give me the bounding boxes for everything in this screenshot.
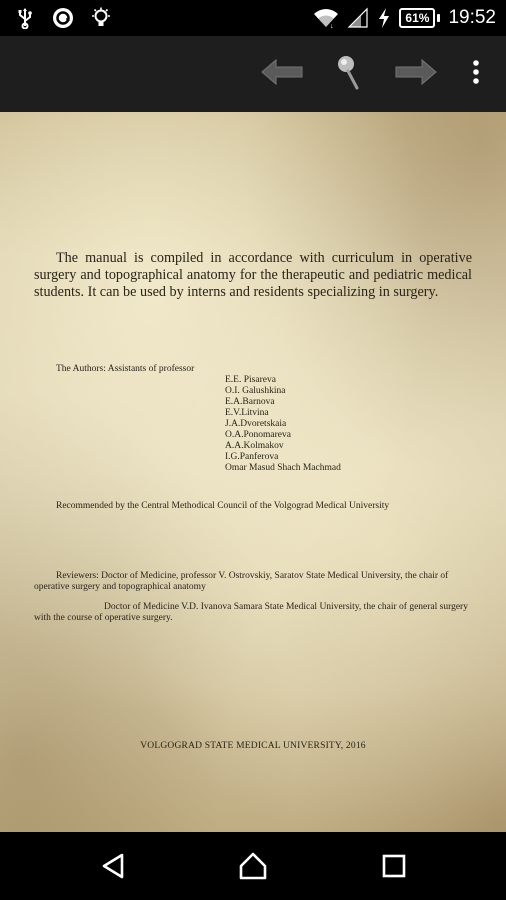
authors-list [225, 375, 341, 474]
reviewer-text: Doctor of Medicine V.D. Ivanova Samara State Medical University, the chair of general surgery with the course of operative surgery. [34, 602, 468, 623]
document-page[interactable] [0, 112, 506, 832]
intro-text: The manual is compiled in accordance with curriculum in operative surgery and topographical anatomy for the therapeutic and pediatric medical students. It can be used by interns and residents specializing in surgery. [34, 250, 472, 300]
reader-toolbar [0, 36, 506, 112]
author-name: J.A.Dvoretskaia [225, 419, 287, 429]
author-name: O.A.Ponomareva [225, 430, 291, 440]
author-name: I.G.Panferova [225, 452, 279, 462]
charging-icon [377, 7, 391, 29]
reviewers-block [34, 571, 474, 624]
previous-button[interactable] [258, 52, 306, 96]
author-name: E.V.Litvina [225, 408, 269, 418]
usb-icon [14, 7, 36, 29]
wifi-icon [313, 7, 339, 29]
battery-tip [437, 14, 440, 22]
nav-recents-icon [378, 869, 410, 886]
goto-page-button[interactable] [330, 52, 366, 96]
nav-home-button[interactable] [237, 850, 269, 882]
battery-percent: 61% [399, 8, 435, 28]
nav-recents-button[interactable] [378, 850, 410, 882]
author-name: Omar Masud Shach Machmad [225, 463, 341, 473]
nav-back-icon [98, 869, 130, 886]
navigation-bar [0, 832, 506, 900]
recommendation-note: Recommended by the Central Methodical Council of the Volgograd Medical University [56, 501, 390, 511]
author-name: E.A.Barnova [225, 397, 275, 407]
author-name: E.E. Pisareva [225, 375, 276, 385]
pin-icon [335, 54, 361, 95]
clock: 19:52 [448, 7, 496, 28]
authors-label: The Authors: Assistants of professor [56, 364, 195, 374]
reviewer-text: Reviewers: Doctor of Medicine, professor V. Ostrovskiy, Saratov State Medical University, the chair of operative surgery and topographical anatomy [34, 571, 449, 592]
battery-indicator [399, 8, 440, 28]
intro-paragraph [34, 250, 472, 301]
publisher-footer: VOLGOGRAD STATE MEDICAL UNIVERSITY, 2016 [140, 741, 366, 751]
author-name: A.A.Kolmakov [225, 441, 284, 451]
bulb-icon [90, 7, 112, 29]
back-arrow-icon [260, 57, 304, 92]
nav-back-button[interactable] [98, 850, 130, 882]
svg-text:↓: ↓ [330, 23, 334, 29]
more-vert-icon [472, 59, 480, 90]
cell-signal-icon [347, 7, 369, 29]
nav-home-icon [237, 869, 269, 886]
next-button[interactable] [392, 52, 440, 96]
overflow-menu-button[interactable] [464, 52, 488, 96]
author-name: O.I. Galushkina [225, 386, 286, 396]
sync-app-icon [52, 7, 74, 29]
status-bar [0, 0, 506, 36]
forward-arrow-icon [394, 57, 438, 92]
